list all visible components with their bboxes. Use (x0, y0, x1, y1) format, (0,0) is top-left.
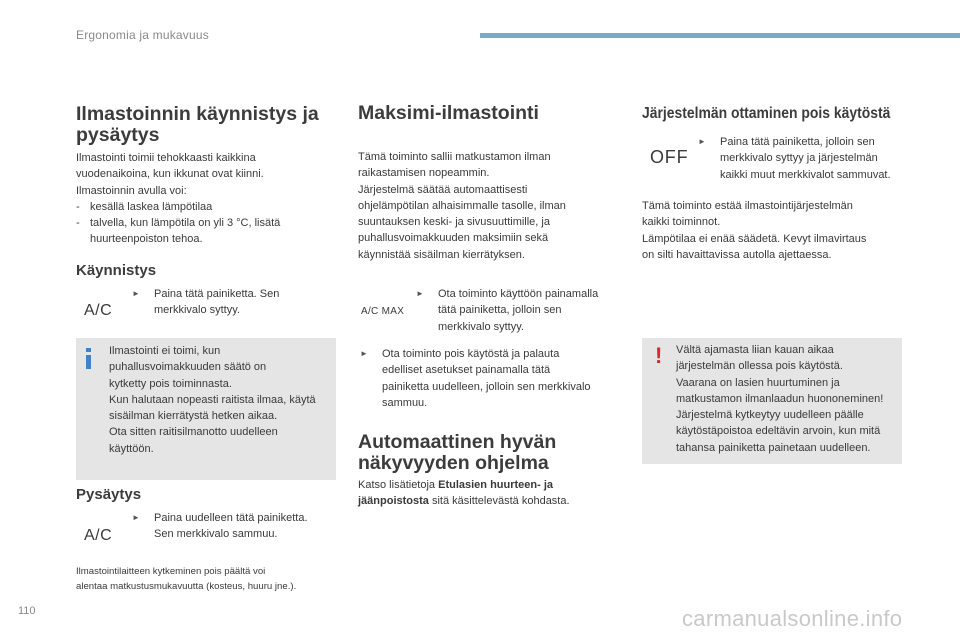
system-off-title: Järjestelmän ottaminen pois käytöstä (642, 105, 891, 122)
desc-line: puhallusvoimakkuuden maksimiin sekä (358, 232, 549, 245)
info-icon (86, 348, 91, 370)
info-line: Ilmastointi ei toimi, kun (109, 345, 221, 357)
ac-button-label: A/C (84, 302, 113, 319)
info-line: Ota sitten raitisilmanotto uudelleen (109, 426, 278, 439)
instruction-line: Paina tätä painiketta. Sen (154, 288, 280, 300)
stop-heading: Pysäytys (76, 486, 142, 503)
instruction-line: tätä painiketta, jolloin sen (438, 304, 562, 317)
max-ac-description (358, 149, 626, 263)
instruction-line: Ota toiminto pois käytöstä ja palauta (382, 348, 560, 360)
warning-text (676, 342, 900, 456)
note-line: Ilmastointilaitteen kytkeminen pois päältä voi (76, 566, 266, 577)
ac-start-stop-title-line1: Ilmastoinnin käynnistys ja (76, 103, 319, 125)
max-off-instruction (360, 346, 626, 411)
info-line: puhallusvoimakkuuden säätö on (109, 361, 267, 374)
start-instruction (132, 286, 332, 319)
ac-start-stop-title-line2: pysäytys (76, 124, 160, 146)
arrow-right-icon: ► (360, 349, 368, 358)
list-item (76, 215, 338, 248)
reference-text: Katso lisätietoja (358, 479, 439, 491)
info-line: kytketty pois toiminnasta. (109, 377, 232, 390)
ac-max-button-label: A/C MAX (361, 306, 405, 317)
auto-visibility-title-line1: Automaattinen hyvän (358, 431, 557, 453)
warning-line: Järjestelmä kytkeytyy uudelleen päälle (676, 409, 864, 422)
instruction-line: merkkivalo syttyy. (154, 304, 240, 317)
ac-button-label: A/C (84, 527, 113, 544)
desc-line: kaikki toiminnot. (642, 216, 721, 229)
arrow-right-icon: ► (132, 513, 140, 522)
off-button-label: OFF (650, 147, 689, 167)
warning-line: matkustamon ilmanlaadun huononeminen! (676, 392, 884, 405)
auto-visibility-reference (358, 477, 626, 510)
note-line: alentaa matkustusmukavuutta (kosteus, huuru jne.). (76, 581, 297, 592)
list-item (76, 199, 338, 215)
warning-line: Vältä ajamasta liian kauan aikaa (676, 344, 834, 356)
watermark: carmanualsonline.info (682, 606, 903, 631)
intro-line: vuodenaikoina, kun ikkunat ovat kiinni. (76, 168, 264, 181)
section-title: Ergonomia ja mukavuus (76, 28, 209, 42)
instruction-line: edelliset asetukset painamalla tätä (382, 364, 551, 377)
info-line: sisäilman kierrätystä hetken aikaa. (109, 410, 278, 423)
instruction-line: Paina uudelleen tätä painiketta. (154, 512, 308, 524)
start-heading: Käynnistys (76, 262, 157, 279)
auto-visibility-title-line2: näkyvyyden ohjelma (358, 452, 549, 474)
desc-line: Tämä toiminto estää ilmastointijärjestelmän (642, 200, 853, 212)
instruction-line: Paina tätä painiketta, jolloin sen (720, 136, 875, 148)
desc-line: käynnistää sisäilman kierrätyksen. (358, 248, 525, 261)
off-instruction (698, 134, 904, 183)
instruction-line: Sen merkkivalo sammuu. (154, 528, 278, 541)
intro-line: Ilmastointi toimii tehokkaasti kaikkina (76, 152, 256, 164)
instruction-line: merkkivalo syttyy ja järjestelmän (720, 152, 878, 165)
info-line: käyttöön. (109, 442, 154, 455)
ac-start-stop-heading (76, 104, 338, 146)
warning-line: käytöstäpoistoa edeltävin arvoin, kun mitä (676, 425, 881, 438)
intro-line: Ilmastoinnin avulla voi: (76, 184, 187, 197)
desc-line: ohjelämpötilan alhaisimmalle tasolle, ilman (358, 199, 566, 212)
list-item-text: huurteenpoiston tehoa. (90, 233, 203, 246)
arrow-right-icon: ► (416, 289, 424, 298)
page-number: 110 (18, 605, 36, 617)
desc-line: suuntauksen keski- ja sivusuuttimille, ja (358, 216, 550, 229)
desc-line: on silti havaittavissa autolla ajettaessa. (642, 248, 832, 261)
system-off-description (642, 198, 904, 263)
reference-link: jäänpoistosta (358, 495, 429, 508)
info-line: Kun halutaan nopeasti raitista ilmaa, käytä (109, 393, 316, 406)
max-on-instruction (416, 286, 624, 335)
ac-intro (76, 150, 338, 248)
list-dash: - (76, 200, 80, 213)
auto-visibility-heading (358, 432, 626, 474)
desc-line: Tämä toiminto sallii matkustamon ilman (358, 151, 551, 163)
max-ac-title: Maksimi-ilmastointi (358, 102, 539, 124)
instruction-line: kaikki muut merkkivalot sammuvat. (720, 168, 891, 181)
arrow-right-icon: ► (132, 289, 140, 298)
warning-line: tahansa painiketta painetaan uudelleen. (676, 441, 871, 454)
list-item-text: talvella, kun lämpötila on yli 3 °C, lisätä (90, 217, 281, 230)
stop-instruction (132, 510, 337, 543)
warning-box (642, 338, 902, 464)
header-accent-bar (480, 33, 960, 38)
desc-line: Lämpötilaa ei enää säädetä. Kevyt ilmavirtaus (642, 232, 867, 245)
arrow-right-icon: ► (698, 137, 706, 146)
instruction-line: painiketta uudelleen, jolloin sen merkkivalo (382, 380, 591, 393)
info-box (76, 338, 336, 480)
info-text (109, 343, 331, 457)
instruction-line: sammuu. (382, 396, 428, 409)
deactivation-note (76, 564, 346, 594)
instruction-line: merkkivalo syttyy. (438, 320, 524, 333)
warning-line: Vaarana on lasien huurtuminen ja (676, 376, 840, 389)
desc-line: Järjestelmä säätää automaattisesti (358, 183, 528, 196)
warning-icon: ! (655, 343, 663, 368)
reference-link: Etulasien huurteen- ja (438, 479, 554, 491)
list-item-text: kesällä laskea lämpötilaa (90, 200, 213, 213)
warning-line: järjestelmän ollessa pois käytöstä. (676, 360, 843, 373)
reference-text: sitä käsittelevästä kohdasta. (428, 495, 570, 508)
instruction-line: Ota toiminto käyttöön painamalla (438, 288, 599, 300)
list-dash: - (76, 217, 80, 230)
desc-line: raikastamisen nopeammin. (358, 167, 490, 180)
